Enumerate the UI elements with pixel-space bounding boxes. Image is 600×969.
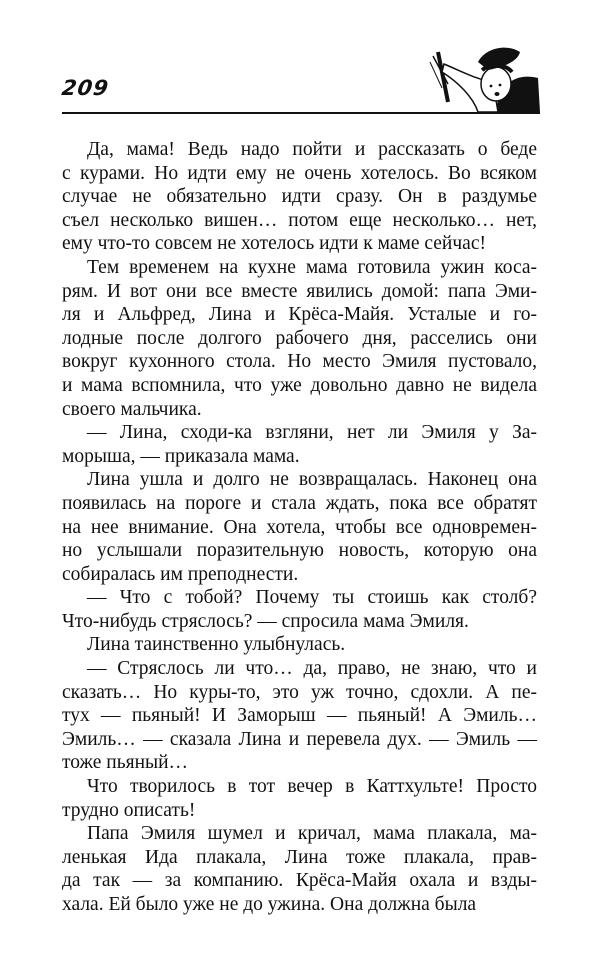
paragraph [62, 138, 537, 256]
text-line: сказать… Но куры-то, это уж точно, сдохли. А пе- [62, 681, 537, 703]
text-line: но услышали поразительную новость, которую она [62, 540, 537, 562]
paragraph [62, 468, 537, 586]
text-line: — Лина, сходи-ка взгляни, нет ли Эмиля у За- [87, 422, 537, 444]
paragraph [62, 633, 537, 657]
text-line: Тем временем на кухне мама готовила ужин коса- [87, 256, 537, 278]
paragraph [62, 657, 537, 775]
text-line: Лина таинственно улыбнулась. [87, 634, 346, 656]
text-line: лодные после долгого рабочего дня, расселись они [62, 327, 537, 349]
boy-with-stick-illustration [378, 42, 543, 114]
paragraph [62, 256, 537, 421]
text-line: морыша, — приказала мама. [62, 445, 300, 467]
text-line: ему что-то совсем не хотелось идти к маме сейчас! [62, 233, 486, 255]
text-line: на нее внимание. Она хотела, чтобы все одновремен- [62, 516, 537, 538]
text-line: хала. Ей было уже не до ужина. Она должна была [62, 894, 477, 915]
text-line: случае не обязательно идти сразу. Он в раздумье [62, 186, 537, 208]
text-line: Лина ушла и долго не возвращалась. Наконец она [87, 469, 537, 491]
text-line: появилась на пороге и стала ждать, пока все обратят [62, 492, 537, 514]
text-line: Что-нибудь стряслось? — спросила мама Эмиля. [62, 610, 469, 632]
paragraph [62, 775, 537, 822]
text-line: ленькая Ида плакала, Лина тоже плакала, прав- [62, 846, 537, 868]
text-line: вокруг кухонного стола. Но место Эмиля пустовало, [62, 351, 537, 373]
paragraph [62, 421, 537, 468]
text-line: с курами. Но идти ему не очень хотелось. Во всяком [62, 162, 537, 184]
text-line: своего мальчика. [62, 398, 202, 420]
text-line: — Что с тобой? Почему ты стоишь как столб? [87, 587, 537, 609]
text-line: тоже пьяный… [62, 752, 189, 774]
text-line: трудно описать! [62, 799, 196, 821]
text-line: и мама вспомнила, что уже довольно давно не видела [62, 374, 537, 396]
text-line: ля и Альфред, Лина и Крёса-Майя. Усталые и го- [62, 304, 537, 326]
text-line: Да, мама! Ведь надо пойти и рассказать о беде [87, 139, 537, 160]
text-line: собиралась им преподнести. [62, 563, 299, 585]
text-line: Что творилось в тот вечер в Каттхульте! Просто [87, 776, 537, 798]
text-line: съел несколько вишен… потом еще несколько… нет, [62, 209, 537, 231]
text-line: тух — пьяный! И Заморыш — пьяный! А Эмиль… [62, 705, 537, 727]
text-line: — Стряслось ли что… да, право, не знаю, что и [87, 658, 537, 680]
page-number: 209 [60, 76, 111, 100]
header-rule [62, 112, 540, 114]
paragraph [62, 822, 537, 916]
text-line: да так — за компанию. Крёса-Майя охала и взды- [62, 870, 537, 892]
text-line: Папа Эмиля шумел и кричал, мама плакала, ма- [87, 823, 537, 845]
body-text [62, 138, 537, 917]
text-line: рям. И вот они все вместе явились домой: папа Эми- [62, 280, 537, 302]
paragraph [62, 586, 537, 633]
text-line: Эмиль… — сказала Лина и перевела дух. — Эмиль — [62, 728, 537, 750]
